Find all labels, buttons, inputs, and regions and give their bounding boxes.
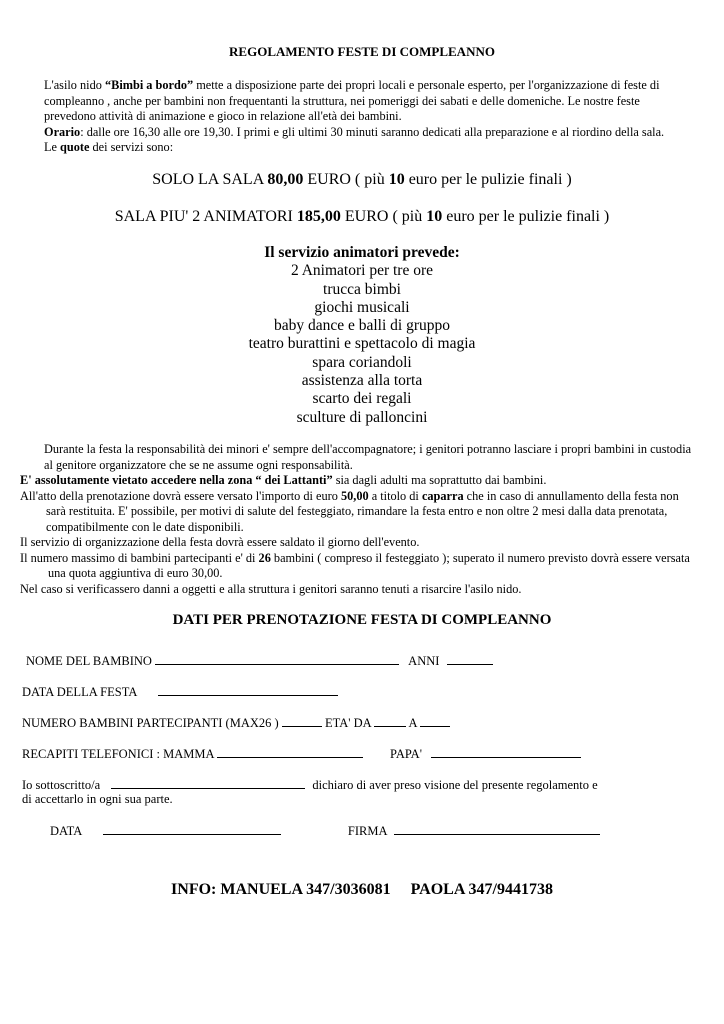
age-to-label: A [408, 716, 417, 730]
declaration-text: dichiaro di aver preso visione del presente regolamento e [312, 778, 598, 792]
form-row-participants [22, 714, 450, 731]
rule-caparra [20, 489, 700, 536]
form-row-phones [22, 745, 581, 762]
form-title: DATI PER PRENOTAZIONE FESTA DI COMPLEANNO [172, 612, 552, 628]
rule-text: a titolo di [368, 488, 422, 503]
price-text: euro per le pulizie finali ) [442, 208, 610, 225]
form-row-sign [50, 822, 600, 839]
mother-phone-label: RECAPITI TELEFONICI : MAMMA [22, 747, 214, 761]
age-from-field[interactable] [374, 714, 406, 727]
rules-section [20, 442, 700, 597]
sign-date-label: DATA [50, 824, 82, 838]
participants-label: NUMERO BAMBINI PARTECIPANTI (MAX26 ) [22, 716, 279, 730]
orario-text: : dalle ore 16,30 alle ore 19,30. I primi e gli ultimi 30 minuti saranno dedicati alla preparazione e al riordino della sala. [80, 124, 665, 139]
age-to-field[interactable] [420, 714, 450, 727]
form-row-accept: di accettarlo in ogni sua parte. [22, 792, 173, 806]
max-children-number: 26 [258, 550, 271, 565]
rule-lattanti-bold: E' assolutamente vietato accedere nella zona “ dei Lattanti” [20, 473, 333, 487]
service-item: teatro burattini e spettacolo di magia [248, 335, 476, 353]
form-row-name [26, 652, 493, 669]
intro-text: L'asilo nido [44, 78, 105, 92]
contact-paola: PAOLA 347/9441738 [410, 881, 553, 898]
intro-text-cont: mette a disposizione parte dei propri locali e personale esperto, per l'organizzazione di feste di compleanno , anche per bambini non frequentanti la struttura, nei pomeriggi dei sabati e delle domeniche. Le nostre feste prevedono attività di animazione e gioco in relazione all'età dei bambini. [44, 78, 660, 124]
age-label: ANNI [408, 654, 440, 668]
deposit-label: caparra [421, 488, 464, 503]
service-item: 2 Animatori per tre ore [290, 262, 434, 280]
signature-field[interactable] [394, 822, 600, 835]
party-date-field[interactable] [158, 683, 338, 696]
info-contacts [0, 881, 724, 899]
quote-label: quote [60, 140, 90, 155]
signer-name-field[interactable] [111, 776, 305, 789]
price-room-animators [0, 208, 724, 226]
signature-label: FIRMA [347, 824, 387, 838]
price-amount: 185,00 [296, 208, 341, 225]
cleaning-amount: 10 [388, 171, 405, 188]
service-item: trucca bimbi [323, 280, 401, 298]
father-phone-field[interactable] [431, 745, 581, 758]
intro-section [44, 78, 684, 156]
rule-text: bambini ( compreso il festeggiato ); superato il numero previsto dovrà essere versata una quota aggiuntiva di euro 30,00. [48, 550, 690, 580]
price-text: SOLO LA SALA [152, 171, 268, 188]
contact-manuela: INFO: MANUELA 347/3036081 [171, 881, 391, 898]
price-amount: 80,00 [267, 171, 304, 188]
rule-responsibility: Durante la festa la responsabilità dei minori e' sempre dell'accompagnatore; i genitori potranno lasciare i propri bambini in custodia al genitore organizzatore che se ne assume ogni responsabilità. [44, 442, 692, 472]
participants-field[interactable] [282, 714, 322, 727]
sign-date-field[interactable] [103, 822, 281, 835]
service-item: scarto dei regali [312, 390, 412, 408]
intro-paragraph [44, 78, 684, 125]
nursery-name: “Bimbi a bordo” [104, 78, 194, 92]
services-list [0, 244, 724, 427]
service-item: giochi musicali [314, 298, 410, 316]
price-text: SALA PIU' 2 ANIMATORI [114, 208, 297, 225]
form-row-declaration [22, 776, 598, 793]
child-name-label: NOME DEL BAMBINO [26, 654, 152, 668]
rule-text: All'atto della prenotazione dovrà essere versato l'importo di euro [20, 488, 341, 503]
rule-lattanti-text: sia dagli adulti ma soprattutto dai bambini. [332, 473, 547, 487]
service-item: spara coriandoli [312, 353, 412, 371]
price-room-only [0, 171, 724, 189]
quote-paragraph [44, 140, 684, 156]
service-item: sculture di palloncini [296, 408, 428, 426]
rule-max-children [20, 551, 700, 582]
services-heading: Il servizio animatori prevede: [264, 244, 460, 261]
price-text: euro per le pulizie finali ) [404, 171, 572, 188]
age-field[interactable] [447, 652, 493, 665]
child-name-field[interactable] [155, 652, 399, 665]
age-from-label: ETA' DA [324, 716, 371, 730]
service-item: baby dance e balli di gruppo [273, 317, 451, 335]
rule-payment: Il servizio di organizzazione della festa dovrà essere saldato il giorno dell'evento. [20, 535, 420, 549]
service-item: assistenza alla torta [301, 372, 423, 390]
rule-damages: Nel caso si verificassero danni a oggetti e alla struttura i genitori saranno tenuti a risarcire l'asilo nido. [20, 581, 522, 596]
rule-text: che in caso di annullamento della festa non sarà restituita. E' possibile, per motivi di salute del festeggiato, rimandare la festa entro e non oltre 2 mesi dalla data prenotata, compatibilmente con le date disponibili. [46, 488, 679, 534]
father-phone-label: PAPA' [390, 747, 422, 761]
party-date-label: DATA DELLA FESTA [22, 685, 137, 699]
price-text: EURO ( più [340, 208, 427, 225]
quote-text: Le [44, 140, 61, 155]
document-title: REGOLAMENTO FESTE DI COMPLEANNO [229, 44, 495, 59]
orario-paragraph [44, 125, 684, 141]
mother-phone-field[interactable] [217, 745, 363, 758]
signer-label: Io sottoscritto/a [22, 778, 101, 792]
rule-text: Il numero massimo di bambini partecipanti e' di [20, 550, 259, 565]
cleaning-amount: 10 [426, 208, 443, 225]
deposit-amount: 50,00 [340, 488, 369, 503]
rule-lattanti [20, 473, 700, 489]
quote-text-cont: dei servizi sono: [89, 140, 174, 155]
form-row-date [22, 683, 338, 700]
orario-label: Orario [44, 124, 81, 139]
price-text: EURO ( più [303, 171, 389, 188]
